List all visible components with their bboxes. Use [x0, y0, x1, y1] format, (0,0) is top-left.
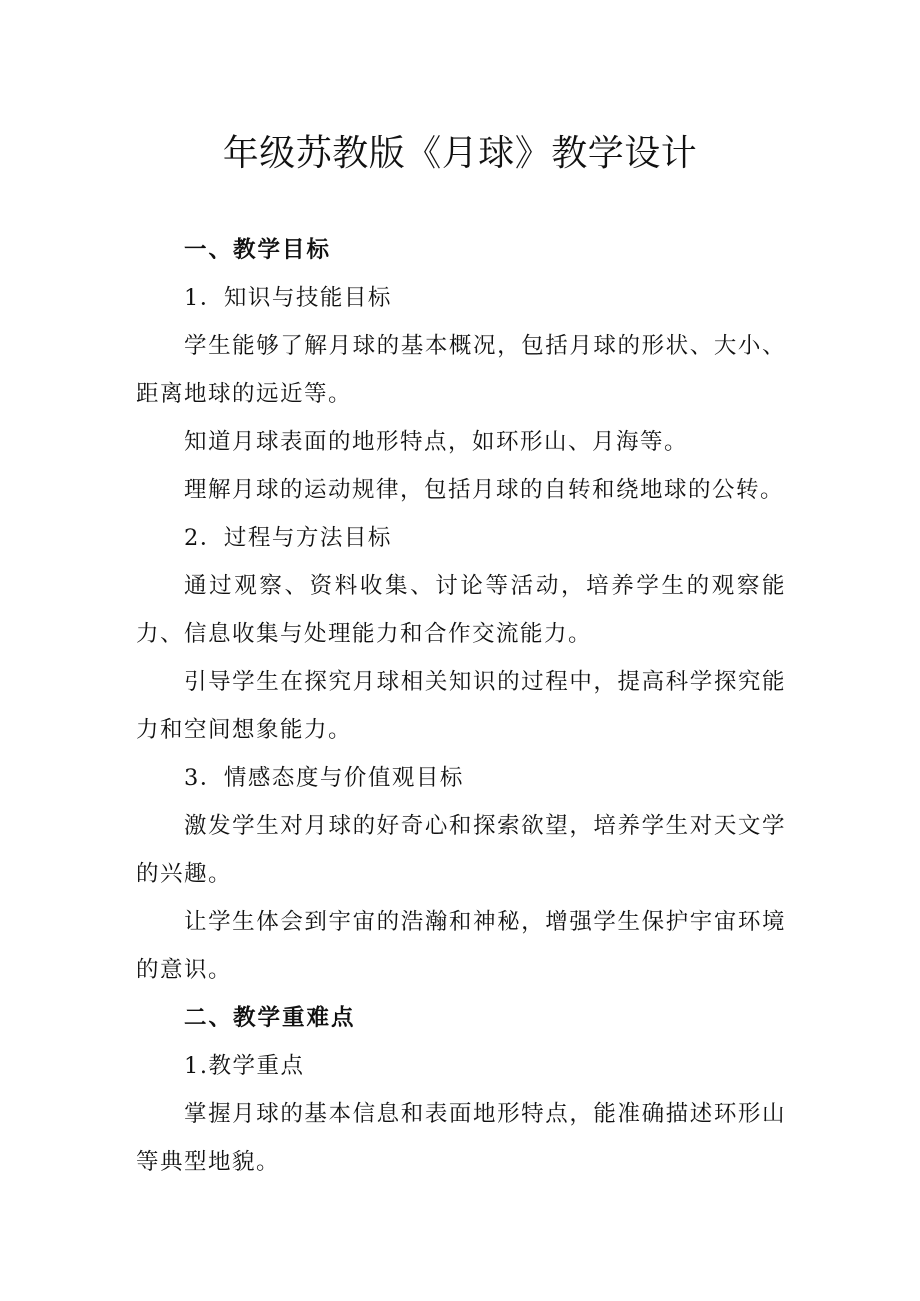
subsection-heading-teaching-focus: 1.教学重点: [184, 1053, 305, 1079]
subsection-heading-knowledge-skills: 1．知识与技能目标: [184, 285, 392, 311]
section-heading-key-difficult-points: 二、教学重难点: [184, 1005, 356, 1031]
document-body: [136, 226, 786, 1186]
subsection-heading-emotion-values: 3．情感态度与价值观目标: [184, 765, 464, 791]
paragraph: 激发学生对月球的好奇心和探索欲望，培养学生对天文学的兴趣。: [136, 813, 786, 887]
section-heading-teaching-objectives: 一、教学目标: [184, 237, 332, 263]
paragraph: 知道月球表面的地形特点，如环形山、月海等。: [184, 429, 689, 455]
document-title: 年级苏教版《月球》教学设计: [222, 133, 698, 174]
paragraph: 掌握月球的基本信息和表面地形特点，能准确描述环形山等典型地貌。: [136, 1101, 786, 1175]
paragraph: 通过观察、资料收集、讨论等活动，培养学生的观察能力、信息收集与处理能力和合作交流能力。: [136, 573, 786, 647]
subsection-heading-process-methods: 2．过程与方法目标: [184, 525, 392, 551]
paragraph: 学生能够了解月球的基本概况，包括月球的形状、大小、距离地球的远近等。: [136, 333, 786, 407]
paragraph: 理解月球的运动规律，包括月球的自转和绕地球的公转。: [184, 477, 785, 503]
paragraph: 让学生体会到宇宙的浩瀚和神秘，增强学生保护宇宙环境的意识。: [136, 909, 786, 983]
paragraph: 引导学生在探究月球相关知识的过程中，提高科学探究能力和空间想象能力。: [136, 669, 786, 743]
